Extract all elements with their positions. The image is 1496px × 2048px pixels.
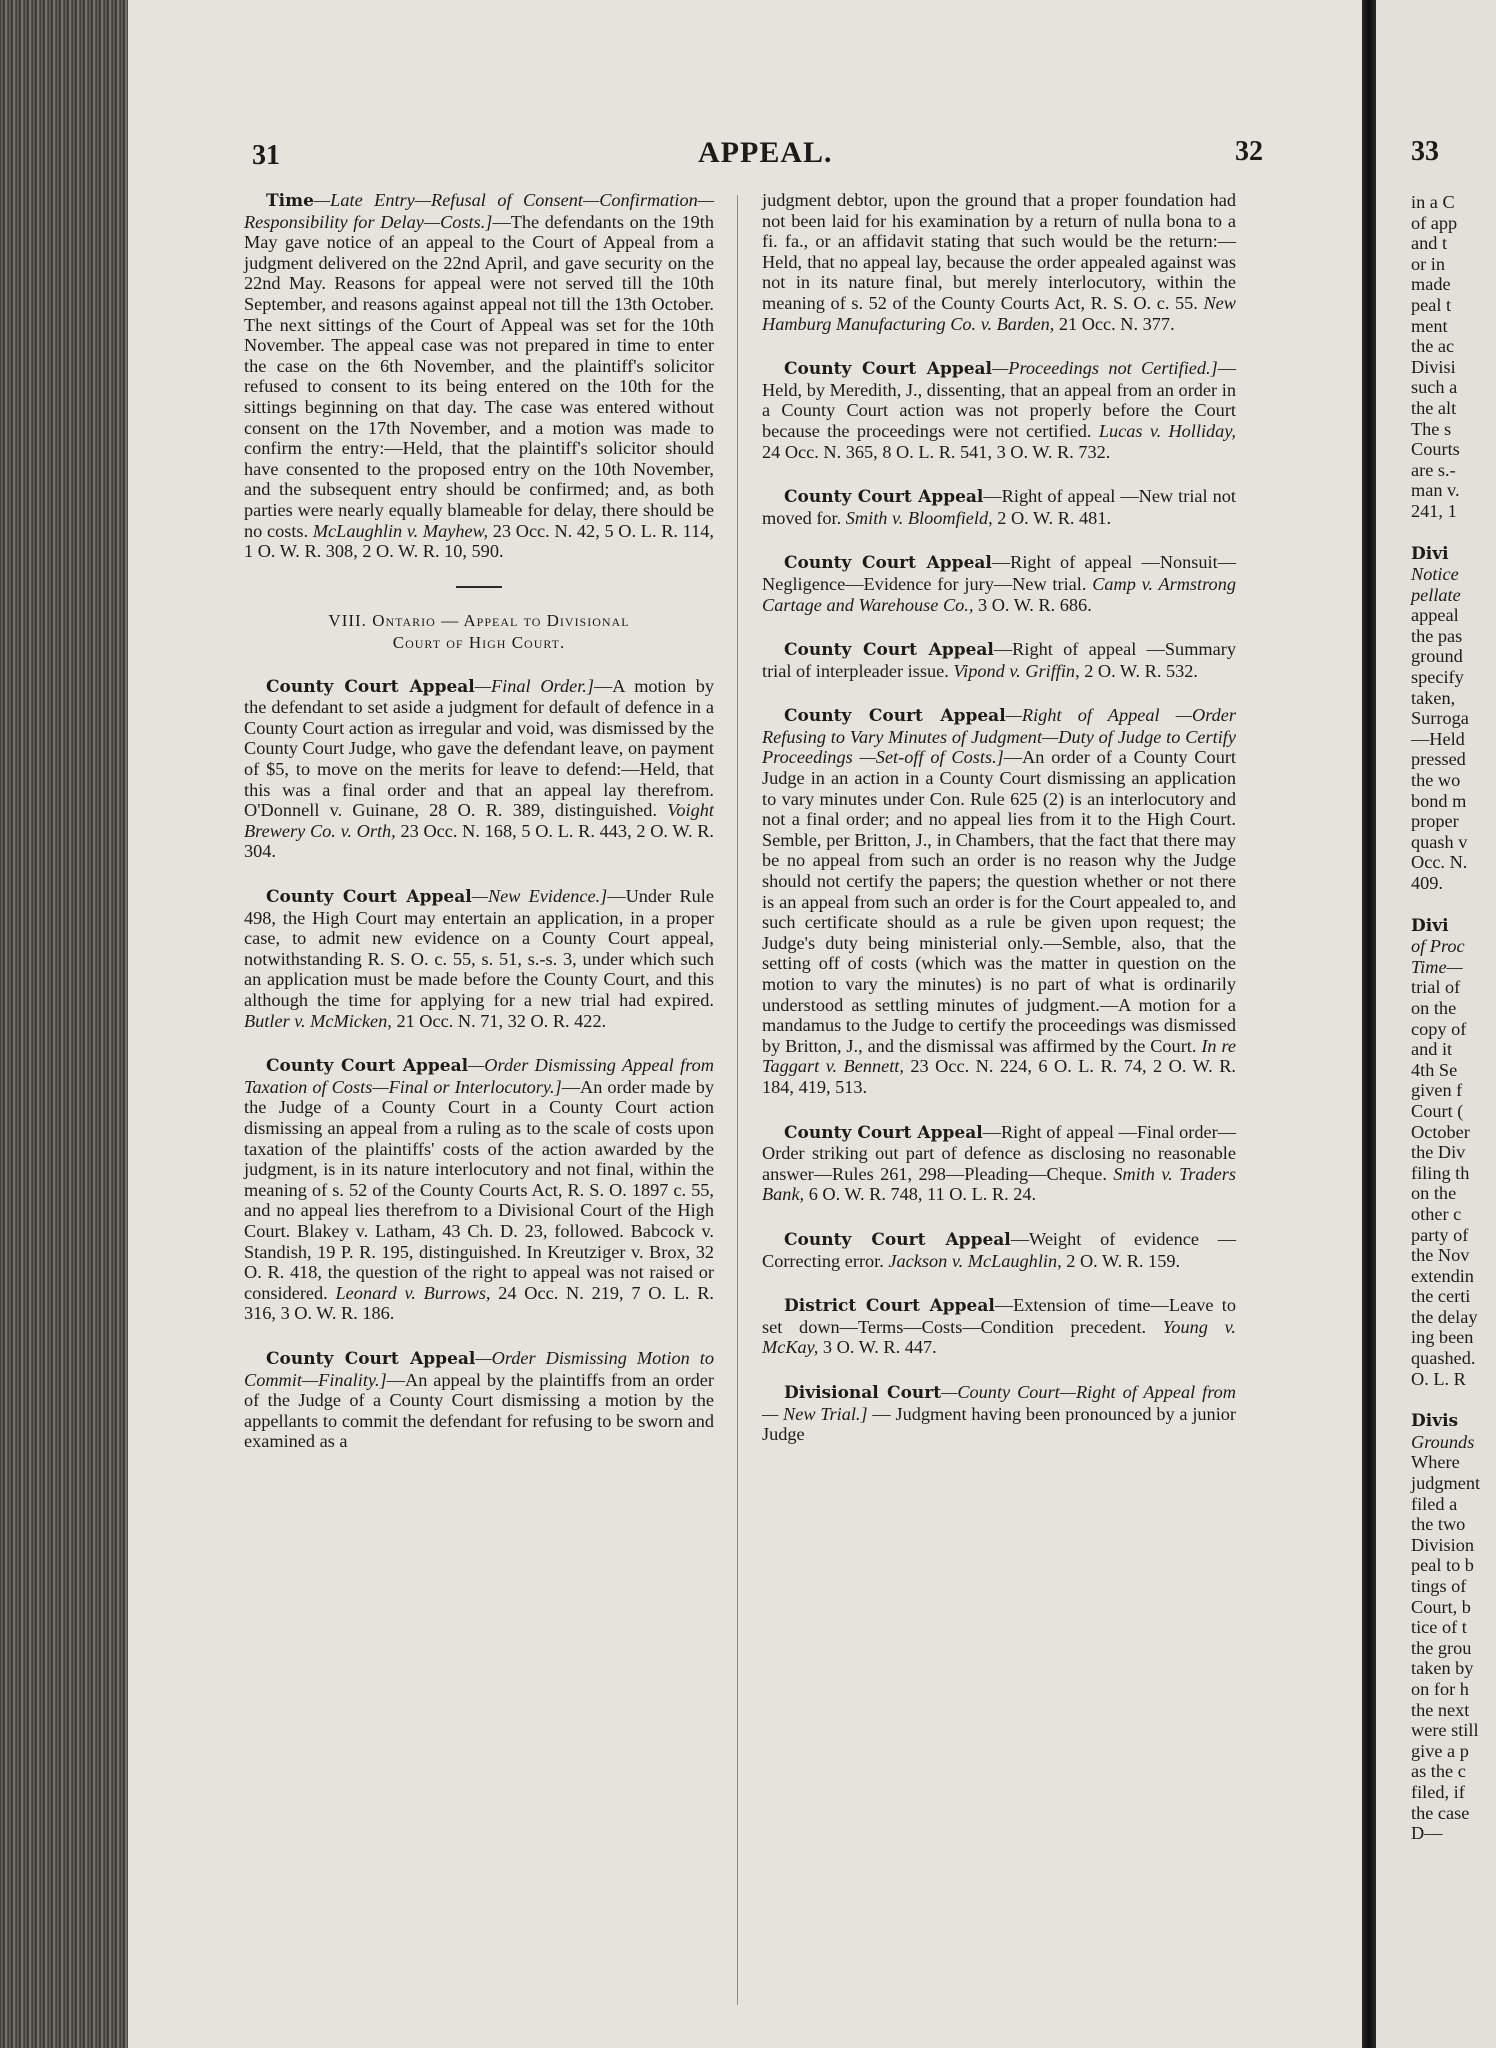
digest-entry [762,552,1236,615]
section-heading [244,610,714,654]
entry-body: judgment debtor, upon the ground that a proper foundation had not been laid for his examination by a return of nulla bona to a fi. fa., or an affidavit stating that such would be the return:—Held, that no appeal lay, because the order appealed against was not in its nature final, but merely interlocutory, within the meaning of s. 52 of the County Courts Act, R. S. O. c. 55. [762,190,1236,313]
entry-heading: County Court Appeal [784,640,994,661]
fragment-line: Where [1411,1452,1460,1473]
fragment-line: the delay [1411,1306,1478,1327]
fragment-line: and it [1411,1039,1453,1060]
section-title-line-1: Ontario — Appeal to Divisional [372,610,630,630]
fragment-line: the ac [1411,336,1455,357]
entry-body: —An order made by the Judge of a County Court in a County Court action dismissing an appeal from a ruling as to the scale of costs upon taxation of the plaintiffs' costs of the action awarded by the judgment, is in its nature interlocutory and not final, within the meaning of s. 52 of the County Courts Act, R. S. O. 1897 c. 55, and no appeal lies therefrom to a Divisional Court of the High Court. Blakey v. Latham, 43 Ch. D. 23, followed. Babcock v. Standish, 19 P. R. 195, distinguished. In Kreutziger v. Brox, 32 O. R. 418, the question of the right to appeal was not raised or considered. [244,1076,714,1303]
fragment-line: the Nov [1411,1245,1470,1266]
case-citation: Vipond v. Griffin, [953,660,1080,681]
report-citation: 23 Occ. N. 224, 6 O. L. R. 74, 2 O. W. R. 184, 419, 513. [762,1056,1236,1097]
fragment-line: the wo [1411,770,1461,791]
fragment-line: Occ. N. [1411,852,1468,873]
fragment-line: proper [1411,811,1459,832]
entry-heading: County Court Appeal [784,1229,1011,1250]
entry-body: —Right of appeal —Summary trial of interpleader issue. [762,639,1236,681]
case-citation: Jackson v. McLaughlin, [888,1250,1062,1271]
fragment-line: pellate [1411,584,1461,605]
digest-entry [244,190,714,562]
report-citation: 21 Occ. N. 71, 32 O. R. 422. [391,1010,607,1031]
fragment-line: given f [1411,1080,1463,1101]
column-divider [737,195,738,2005]
entry-subheading: —New Evidence.] [471,886,608,907]
entry-heading: County Court Appeal [784,706,1006,727]
fragment-line: D— [1411,1823,1443,1844]
fragment-line: Courts [1411,439,1460,460]
digest-entry [762,1122,1236,1205]
case-citation: Smith v. Traders Bank, [762,1163,1236,1205]
fragment-line: bond m [1411,790,1467,811]
entry-heading: County Court Appeal [784,487,984,508]
fragment-line: tings of [1411,1576,1467,1596]
section-numeral: VIII. [328,610,373,630]
fragment-line: specify [1411,667,1464,688]
book-page-edges [0,0,128,2048]
entry-body: — Judgment having been pronounced by a junior Judge [762,1403,1236,1445]
fragment-line: The s [1411,418,1452,439]
entry-subheading: —Order Dismissing Motion to Commit—Finality.] [244,1347,714,1390]
entry-heading: County Court Appeal [266,887,472,908]
fragment-line: the case [1411,1802,1470,1823]
fragment-heading: Divi [1411,915,1449,936]
report-citation: 2 O. W. R. 481. [992,507,1112,528]
entry-body: —Under Rule 498, the High Court may entertain an application, in a proper case, to admit new evidence on a County Court appeal, notwithstanding R. S. O. c. 55, s. 51, s.-s. 3, under which such an application must be made before the County Court, and this although the time for applying for a new trial had expired. [244,886,714,1010]
entry-heading: County Court Appeal [266,676,475,697]
fragment-line: peal to b [1411,1555,1474,1576]
entry-body: —A motion by the defendant to set aside a judgment for default of defence in a County Court action as irregular and void, was dismissed by the County Court Judge, who gave the defendant leave, on payment of $5, to move on the merits for leave to defend:—Held, that this was a final order and that an appeal lay therefrom. O'Donnell v. Guinane, 28 O. R. 389, distinguished. [244,675,714,821]
fragment-line: Court ( [1411,1100,1464,1121]
entry-heading: County Court Appeal [784,359,993,380]
fragment-line: ground [1411,646,1463,667]
case-citation: Camp v. Armstrong Cartage and Warehouse Co., [762,573,1236,615]
running-title: APPEAL. [698,136,833,169]
right-page-number: 32 [1235,136,1263,167]
entry-subheading: —Proceedings not Certified.] [992,358,1218,379]
entry-body: —Right of appeal —New trial not moved for. [762,486,1237,528]
fragment-line: 409. [1411,873,1443,893]
entry-heading: County Court Appeal [784,1122,983,1143]
fragment-line: party of [1411,1224,1469,1245]
digest-entry [762,1382,1236,1445]
fragment-line: judgment [1411,1473,1481,1494]
entry-body: —Weight of evidence — Correcting error. [762,1228,1236,1271]
fragment-line: 4th Se [1411,1059,1458,1080]
fragment-gap [1411,1389,1496,1411]
entry-body: —An appeal by the plaintiffs from an order of the Judge of a County Court dismissing a motion by the appellants to commit the defendant for refusing to be sworn and examined as a [244,1369,714,1452]
fragment-line: in a C [1411,192,1455,212]
fragment-line: 241, 1 [1411,500,1457,521]
right-column [762,190,1236,1469]
digest-entry [762,1295,1236,1358]
report-citation: 23 Occ. N. 168, 5 O. L. R. 443, 2 O. W. R. 304. [244,820,715,862]
section-rule [456,586,502,588]
fragment-line: O. L. R [1411,1368,1466,1389]
fragment-line: of Proc [1411,936,1465,957]
report-citation: 24 Occ. N. 365, 8 O. L. R. 541, 3 O. W. R. 732. [762,441,1111,462]
fragment-line: ing been [1411,1327,1474,1348]
entry-subheading: —Order Dismissing Appeal from Taxation of Costs—Final or Interlocutory.] [244,1055,714,1097]
digest-entry [244,676,714,862]
report-citation: 2 O. W. R. 532. [1079,660,1198,681]
fragment-line: as the c [1411,1761,1466,1782]
digest-entry-continued [762,190,1236,334]
entry-subheading: —Late Entry—Refusal of Consent—Confirmation—Responsibility for Delay—Costs.] [244,190,714,232]
report-citation: 24 Occ. N. 219, 7 O. L. R. 316, 3 O. W. R. 186. [244,1282,715,1324]
fragment-line: made [1411,274,1451,295]
left-page-number: 31 [252,140,280,171]
case-citation: Butler v. McMicken, [244,1010,392,1031]
fragment-line: copy of [1411,1018,1467,1039]
next-page-number: 33 [1411,136,1439,167]
report-citation: 3 O. W. R. 447. [818,1337,937,1358]
entry-heading: Divisional Court [784,1382,942,1403]
fragment-line: October [1411,1121,1470,1142]
fragment-line: Court, b [1411,1596,1471,1617]
entry-body: —Extension of time—Leave to set down—Terms—Costs—Condition precedent. [762,1295,1236,1337]
fragment-line: Divisi [1411,356,1456,377]
entry-subheading: —Right of Appeal —Order Refusing to Vary Minutes of Judgment—Duty of Judge to Certify Proceedings —Set-off of Costs.] [762,705,1236,768]
fragment-line: the certi [1411,1286,1471,1307]
case-citation: Voight Brewery Co. v. Orth, [244,800,714,841]
report-citation: 21 Occ. N. 377. [1054,313,1175,334]
entry-body: —The defendants on the 19th May gave notice of an appeal to the Court of Appeal from a judgment delivered on the 22nd April, and gave security on the 22nd May. Reasons for appeal were not served till the 10th September, and reasons against appeal not till the 13th October. The next sittings of the Court of Appeal was set for the 10th November. The appeal case was not prepared in time to enter the case on the 6th November, and the plaintiff's solicitor refused to consent to its being entered on the 10th for the sittings beginning on that day. The case was entered without consent on the 17th November, and a motion was made to confirm the entry:—Held, that the plaintiff's solicitor should have consented to the proposed entry on the 10th November, and the subsequent entry should be confirmed; and, as both parties were nearly equally blameable for delay, there should be no costs. [244,211,714,541]
case-citation: Young v. McKay, [762,1316,1236,1358]
case-citation: In re Taggart v. Bennett, [762,1035,1236,1077]
entry-subheading: —Final Order.] [474,675,594,696]
fragment-line: were still [1411,1720,1479,1741]
fragment-line: are s.- [1411,459,1456,480]
report-citation: 6 O. W. R. 748, 11 O. L. R. 24. [804,1184,1037,1205]
fragment-line: pressed [1411,749,1466,770]
fragment-gap [1411,522,1496,544]
book-page [128,0,1368,2048]
fragment-line: extendin [1411,1265,1474,1286]
fragment-line: ment [1411,315,1448,336]
fragment-line: trial of [1411,977,1461,998]
digest-entry [762,358,1236,462]
digest-entry [762,1229,1236,1271]
fragment-line: the alt [1411,397,1457,418]
fragment-line: taken by [1411,1658,1474,1679]
digest-entry [762,639,1236,681]
digest-entry [244,1055,714,1324]
fragment-line: quash v [1411,831,1468,852]
entry-body: —Right of appeal —Nonsuit—Negligence—Evidence for jury—New trial. [762,552,1236,594]
fragment-line: Division [1411,1534,1474,1555]
entry-subheading: —County Court—Right of Appeal from — New Trial.] [762,1381,1236,1424]
fragment-line: peal t [1411,294,1452,315]
fragment-line: and t [1411,233,1448,254]
fragment-line: the two [1411,1514,1466,1535]
entry-heading: Time [266,191,314,211]
fragment-line: on the [1411,1183,1457,1204]
fragment-gap [1411,894,1496,916]
fragment-line: Time— [1411,956,1463,977]
case-citation: Leonard v. Burrows, [335,1282,491,1303]
book-gutter [1362,0,1376,2048]
entry-body: —Held, by Meredith, J., dissenting, that an appeal from an order in a County Court action was not properly before the Court because the proceedings were not certified. [762,358,1236,441]
fragment-line: filing th [1411,1162,1470,1183]
left-column [244,190,714,1476]
fragment-line: the grou [1411,1637,1472,1658]
fragment-line: or in [1411,253,1446,274]
case-citation: Smith v. Bloomfield, [845,507,993,528]
fragment-line: taken, [1411,687,1456,708]
entry-heading: District Court Appeal [784,1296,995,1317]
fragment-line: give a p [1411,1740,1469,1761]
entry-body: —An order of a County Court Judge in an action in a County Court dismissing an application to vary minutes under Con. Rule 625 (2) is an interlocutory and not a final order; and no appeal lies from it to the High Court. Semble, per Britton, J., in Chambers, that the fact that there may be no appeal from such an order is no reason why the Judge should not certify the papers; the question whether or not there is an appeal from such an order is for the Court appealed to, and such certificate should as a rule be given upon request; the Judge's duty being ministerial only.—Semble, also, that the setting off of costs (which was the matter in question on the motion to vary the minutes) is no part of what is ordinarily understood as settling minutes of judgment.—A motion for a mandamus to the Judge to certify the proceedings was dismissed by Britton, J., and the dismissal was affirmed by the Court. [762,747,1236,1056]
fragment-line: the Div [1411,1142,1466,1163]
entry-heading: County Court Appeal [266,1056,469,1077]
fragment-line: man v. [1411,480,1460,501]
fragment-heading: Divis [1411,1411,1459,1432]
report-citation: 23 Occ. N. 42, 5 O. L. R. 114, 1 O. W. R. 308, 2 O. W. R. 10, 590. [244,520,714,562]
case-citation: New Hamburg Manufacturing Co. v. Barden, [762,292,1236,334]
digest-entry [244,886,714,1031]
fragment-line: tice of t [1411,1617,1467,1638]
report-citation: 2 O. W. R. 159. [1061,1250,1181,1271]
digest-entry [762,705,1236,1097]
fragment-line: quashed. [1411,1348,1476,1369]
entry-body: —Right of appeal —Final order—Order striking out part of defence as disclosing no reasonable answer—Rules 261, 298—Pleading—Cheque. [762,1121,1236,1184]
entry-heading: County Court Appeal [266,1348,476,1369]
fragment-line: Surroga [1411,708,1469,729]
fragment-line: the next [1411,1699,1470,1720]
fragment-line: of app [1411,212,1458,233]
digest-entry [762,486,1236,528]
case-citation: McLaughlin v. Mayhew, [312,520,489,541]
fragment-line: the pas [1411,625,1463,646]
next-page-fragment [1376,0,1496,2048]
fragment-line: filed a [1411,1493,1458,1514]
next-page-text [1411,192,1496,1844]
fragment-line: —Held [1411,728,1465,749]
fragment-line: on the [1411,997,1457,1018]
fragment-line: on for h [1411,1678,1469,1699]
section-title-line-2: Court of High Court. [392,632,566,652]
fragment-line: Grounds [1411,1431,1475,1452]
fragment-line: appeal [1411,605,1459,626]
fragment-line: other c [1411,1203,1462,1224]
case-citation: Lucas v. Holliday, [1098,420,1237,441]
fragment-line: such a [1411,377,1458,398]
digest-entry [244,1348,714,1452]
fragment-heading: Divi [1411,543,1449,564]
fragment-line: filed, if [1411,1781,1465,1802]
fragment-line: Notice [1411,564,1459,585]
report-citation: 3 O. W. R. 686. [973,594,1092,615]
entry-heading: County Court Appeal [784,553,992,574]
